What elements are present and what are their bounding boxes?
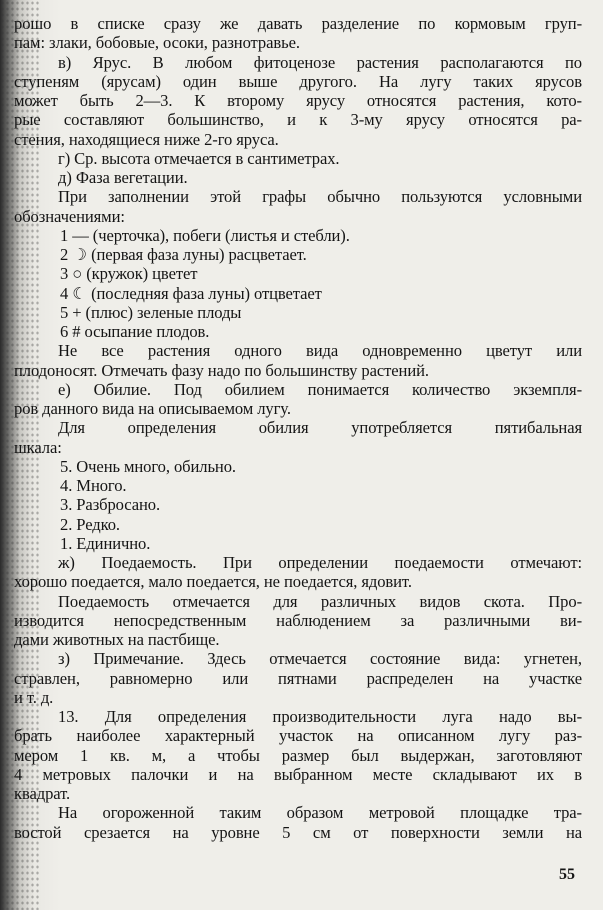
- text-line: г) Ср. высота отмечается в сантиметрах.: [58, 148, 340, 168]
- text-line: На огороженной таким образом метровой площадке тра-: [58, 803, 582, 823]
- text-line: 2. Редко.: [60, 514, 120, 534]
- text-line: д) Фаза вегетации.: [58, 168, 188, 187]
- text-line: обозначениями:: [14, 206, 125, 226]
- text-line: изводится непосредственным наблюдением за различными ви-: [14, 610, 582, 630]
- text-line: пам: злаки, бобовые, осоки, разнотравье.: [14, 33, 300, 53]
- text-line: плодоносят. Отмечать фазу надо по большинству растений.: [14, 360, 429, 380]
- text-line: з) Примечание. Здесь отмечается состояние вида: угнетен,: [58, 649, 582, 669]
- text-line: 1. Единично.: [60, 533, 151, 553]
- text-line: 4 ☾ (последняя фаза луны) отцветает: [60, 283, 322, 303]
- text-line: При заполнении этой графы обычно пользуются условными: [58, 187, 582, 207]
- text-line: 4. Много.: [60, 476, 127, 495]
- text-line: ступеням (ярусам) один выше другого. На лугу таких ярусов: [14, 71, 582, 91]
- text-line: хорошо поедается, мало поедается, не поедается, ядовит.: [14, 572, 412, 592]
- text-line: стравлен, равномерно или пятнами распределен на участке: [14, 668, 582, 688]
- text-line: Для определения обилия употребляется пятибальная: [58, 418, 582, 438]
- text-line: стения, находящиеся ниже 2-го яруса.: [14, 129, 279, 149]
- text-line: е) Обилие. Под обилием понимается количество экземпля-: [58, 379, 582, 399]
- text-line: 13. Для определения производительности луга надо вы-: [58, 707, 582, 726]
- text-line: 6 # осыпание плодов.: [60, 322, 210, 341]
- text-line: мером 1 кв. м, а чтобы размер был выдержан, заготовляют: [14, 745, 582, 765]
- body-text: [14, 14, 582, 842]
- text-line: 2 ☽ (первая фаза луны) расцветает.: [60, 245, 307, 264]
- text-line: 5. Очень много, обильно.: [60, 456, 236, 476]
- text-line: брать наиболее характерный участок на описанном лугу раз-: [14, 726, 582, 746]
- text-line: 1 — (черточка), побеги (листья и стебли).: [60, 225, 350, 245]
- text-line: 5 + (плюс) зеленые плоды: [60, 302, 242, 322]
- text-line: рошо в списке сразу же давать разделение по кормовым груп-: [14, 14, 582, 33]
- text-line: дами животных на пастбище.: [14, 630, 220, 649]
- text-line: ж) Поедаемость. При определении поедаемости отмечают:: [58, 553, 582, 572]
- text-line: в) Ярус. В любом фитоценозе растения располагаются по: [58, 52, 582, 72]
- page-number: 55: [559, 866, 575, 883]
- text-line: ров данного вида на описываемом лугу.: [14, 399, 291, 418]
- text-line: Поедаемость отмечается для различных видов скота. Про-: [58, 591, 582, 611]
- text-line: рые составляют большинство, и к 3-му ярусу относятся ра-: [14, 110, 582, 130]
- text-line: и т. д.: [14, 687, 54, 707]
- text-line: 3 ○ (кружок) цветет: [60, 264, 198, 284]
- text-line: шкала:: [14, 437, 62, 457]
- text-line: 4 метровых палочки и на выбранном месте складывают их в: [14, 764, 582, 784]
- text-line: Не все растения одного вида одновременно цветут или: [58, 341, 582, 361]
- text-line: 3. Разбросано.: [60, 495, 161, 515]
- text-line: квадрат.: [14, 784, 71, 803]
- text-line: может быть 2—3. К второму ярусу относятся растения, кото-: [14, 91, 582, 110]
- text-line: востой срезается на уровне 5 см от поверхности земли на: [14, 822, 582, 842]
